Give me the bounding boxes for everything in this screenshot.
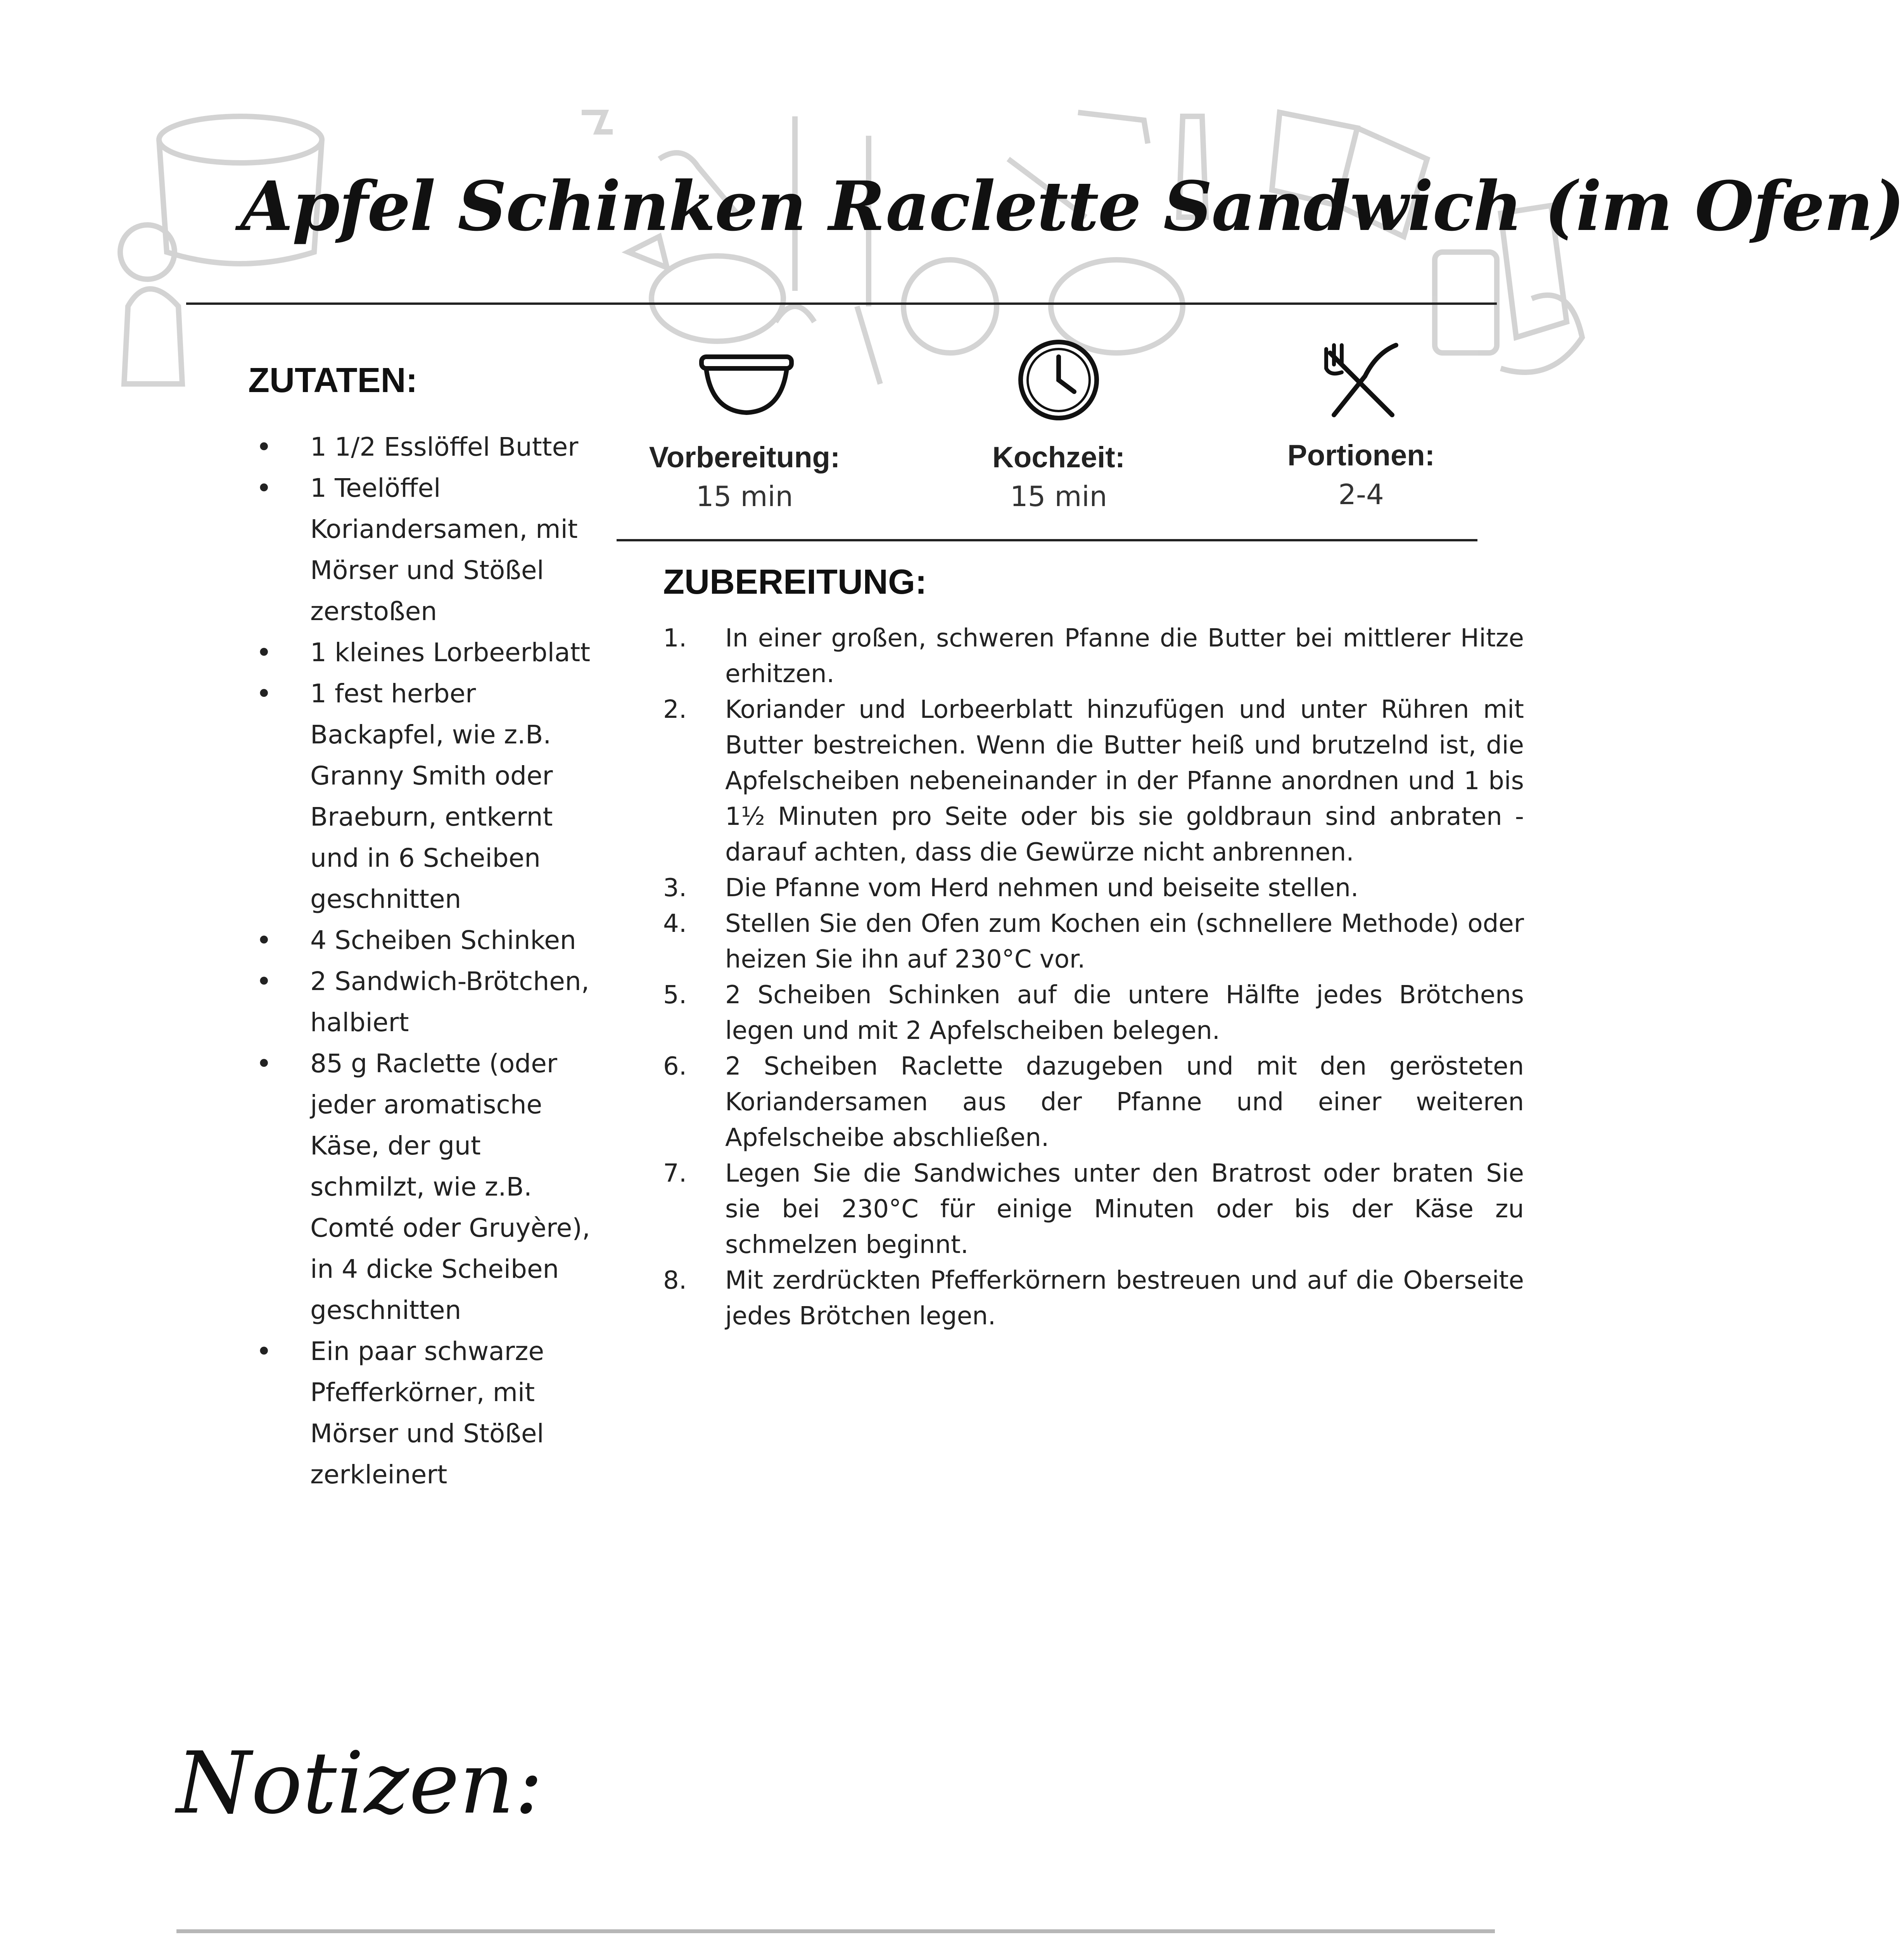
preparation-heading: ZUBEREITUNG: <box>663 563 927 601</box>
servings-label: Portionen: <box>1287 439 1435 472</box>
cook-time-value: 15 min <box>1010 480 1107 513</box>
step-item <box>659 692 1524 870</box>
step-item <box>659 1049 1524 1156</box>
step-item <box>659 977 1524 1049</box>
notes-heading: Notizen: <box>176 1733 543 1833</box>
recipe-title: Apfel Schinken Raclette Sandwich (im Ofen) <box>240 167 1904 246</box>
servings-value: 2-4 <box>1338 478 1384 511</box>
step-number: 5. <box>663 981 687 1009</box>
ingredient-item: • 2 Sandwich-Brötchen, halbiert <box>248 961 597 1043</box>
step-number: 4. <box>663 909 687 938</box>
prep-time-label: Vorbereitung: <box>649 441 840 474</box>
ingredient-item: • 85 g Raclette (oder jeder aromatische Käse, der gut schmilzt, wie z.B. Comté oder Gruyère), in 4 dicke Scheiben geschnitten <box>248 1043 597 1331</box>
step-item <box>659 620 1524 692</box>
ingredient-item: • 1 Teelöffel Koriandersamen, mit Mörser und Stößel zerstoßen <box>248 468 597 632</box>
preparation-steps <box>659 620 1524 1334</box>
ingredient-item: • 1 kleines Lorbeerblatt <box>248 632 597 673</box>
prep-time-value: 15 min <box>696 480 793 513</box>
ingredient-item: • 1 fest herber Backapfel, wie z.B. Granny Smith oder Braeburn, entkernt und in 6 Scheiben geschnitten <box>248 673 597 920</box>
step-number: 6. <box>663 1052 687 1081</box>
ingredient-item: • Ein paar schwarze Pfefferkörner, mit Mörser und Stößel zerkleinert <box>248 1331 597 1495</box>
ingredients-list <box>248 427 597 1495</box>
prep-time <box>628 438 861 516</box>
stats-divider <box>617 539 1477 541</box>
ingredient-item: • 1 1/2 Esslöffel Butter <box>248 427 597 468</box>
step-item <box>659 1263 1524 1334</box>
cook-time <box>942 438 1175 516</box>
step-item <box>659 1156 1524 1263</box>
note-line[interactable] <box>176 1929 1495 1933</box>
step-number: 3. <box>663 874 687 902</box>
fork-knife-icon <box>1318 337 1404 423</box>
ingredient-item: • 4 Scheiben Schinken <box>248 920 597 961</box>
step-text: Koriander und Lorbeerblatt hinzufügen und unter Rühren mit Butter bestreichen. Wenn die Butter heiß und brutzelnd ist, die Apfelscheiben nebeneinander in der Pfanne anordnen und 1 bis 1½ Minuten pro Seite oder bis sie goldbraun sind anbraten - darauf achten, dass die Gewürze nicht anbrennen. <box>725 695 1524 867</box>
step-text: Mit zerdrückten Pfefferkörnern bestreuen und auf die Oberseite jedes Brötchen legen. <box>725 1266 1524 1331</box>
step-number: 8. <box>663 1266 687 1295</box>
ingredients-heading: ZUTATEN: <box>248 361 418 400</box>
bowl-icon <box>696 349 797 419</box>
cook-time-label: Kochzeit: <box>992 441 1125 474</box>
step-number: 7. <box>663 1159 687 1188</box>
step-item <box>659 870 1524 906</box>
step-text: Stellen Sie den Ofen zum Kochen ein (schnellere Methode) oder heizen Sie ihn auf 230°C vor. <box>725 909 1524 974</box>
step-text: Die Pfanne vom Herd nehmen und beiseite stellen. <box>725 874 1359 902</box>
step-text: Legen Sie die Sandwiches unter den Bratrost oder braten Sie sie bei 230°C für einige Minuten oder bis der Käse zu schmelzen beginnt. <box>725 1159 1524 1259</box>
title-divider <box>186 302 1497 305</box>
step-text: 2 Scheiben Raclette dazugeben und mit den gerösteten Koriandersamen aus der Pfanne und einer weiteren Apfelscheibe abschließen. <box>725 1052 1524 1152</box>
step-text: 2 Scheiben Schinken auf die untere Hälfte jedes Brötchens legen und mit 2 Apfelscheiben belegen. <box>725 981 1524 1045</box>
step-number: 2. <box>663 695 687 724</box>
step-number: 1. <box>663 624 687 653</box>
clock-icon <box>1016 337 1101 423</box>
servings <box>1245 436 1477 514</box>
step-text: In einer großen, schweren Pfanne die Butter bei mittlerer Hitze erhitzen. <box>725 624 1524 688</box>
step-item <box>659 906 1524 977</box>
